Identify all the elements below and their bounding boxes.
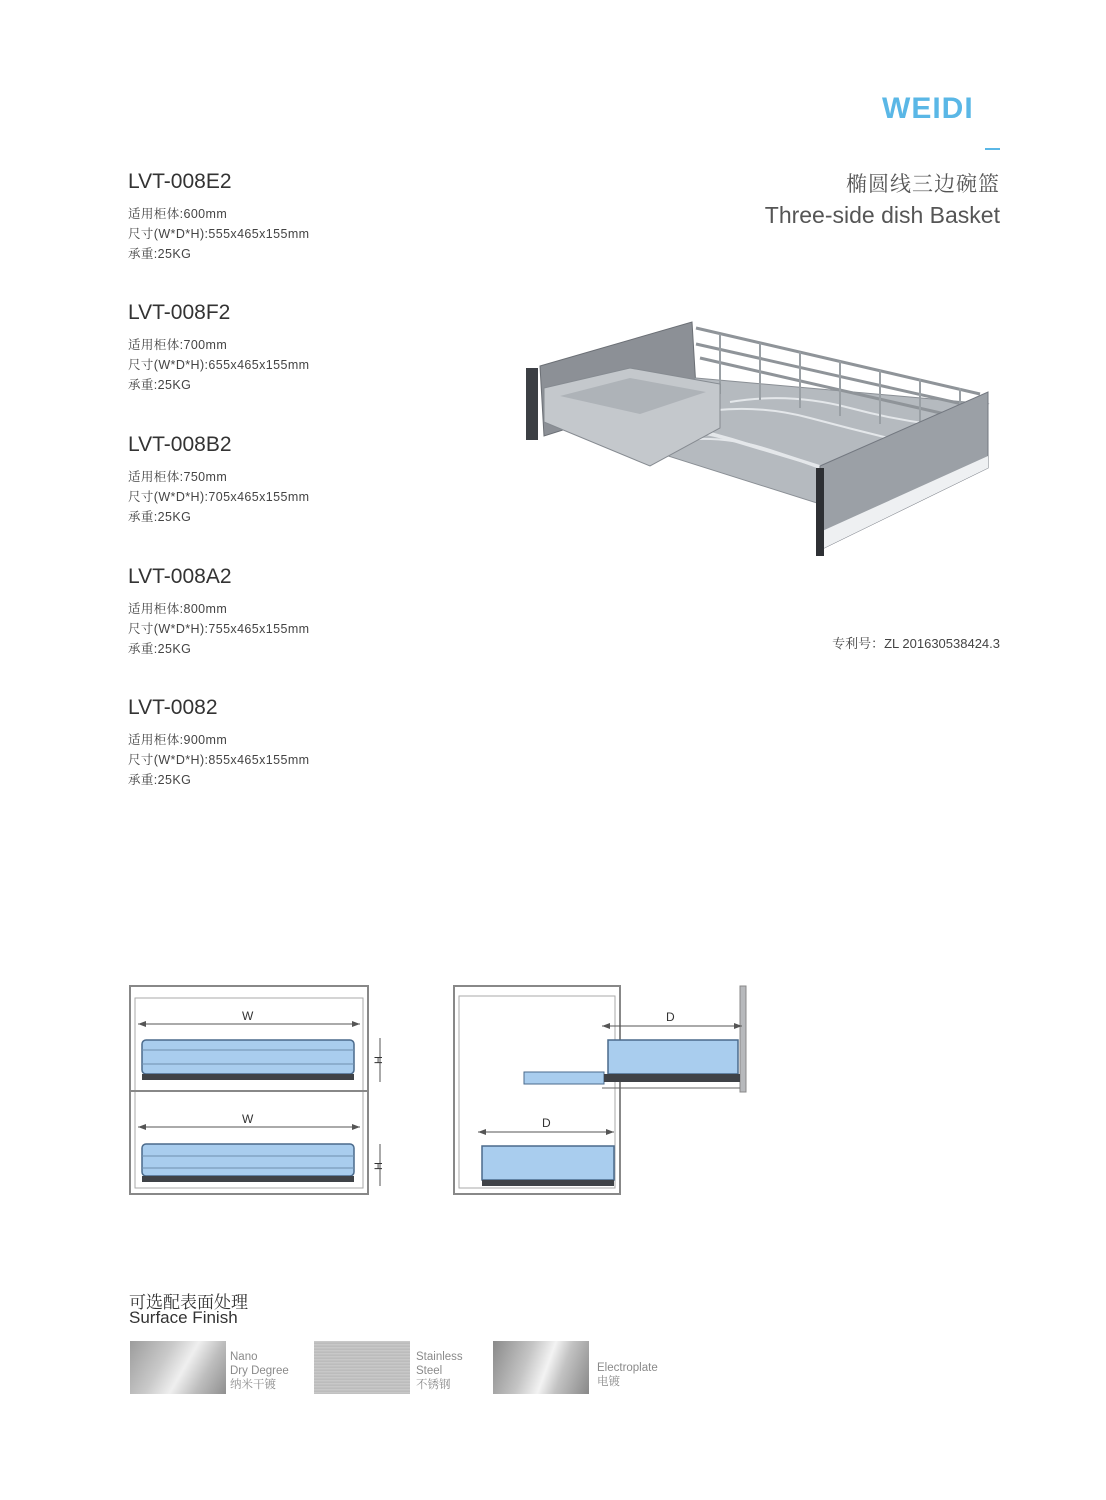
model-name: LVT-008F2: [128, 301, 231, 324]
swatch-electroplate: [493, 1341, 589, 1394]
model-load: 承重:25KG: [128, 510, 192, 524]
depth-label: D: [666, 1010, 675, 1024]
swatch-label-line: Dry Degree: [230, 1365, 289, 1377]
front-view-diagram: [128, 984, 390, 1198]
model-cabinet: 适用柜体:750mm: [128, 470, 228, 484]
finish-title-cn: 可选配表面处理: [129, 1293, 248, 1312]
swatch-label-line: Electroplate: [597, 1362, 658, 1374]
model-size: 尺寸(W*D*H):705x465x155mm: [128, 490, 310, 504]
swatch-stainless-steel: [314, 1341, 410, 1394]
swatch-label-line: Steel: [416, 1365, 443, 1377]
model-name: LVT-008E2: [128, 170, 232, 193]
weidi-logo: [880, 88, 1000, 128]
finish-title-en: Surface Finish: [129, 1308, 238, 1327]
model-name: LVT-0082: [128, 696, 218, 719]
product-title-en: Three-side dish Basket: [764, 202, 1000, 228]
swatch-label-steel: [416, 1350, 463, 1392]
model-cabinet: 适用柜体:900mm: [128, 733, 228, 747]
model-name: LVT-008B2: [128, 433, 232, 456]
swatch-label-line: 电镀: [597, 1376, 620, 1388]
model-block: [128, 301, 468, 395]
basket-product-image: [520, 318, 992, 560]
model-block: [128, 433, 468, 527]
side-view-diagram: [452, 984, 750, 1198]
model-load: 承重:25KG: [128, 773, 192, 787]
swatch-nano-dry: [130, 1341, 226, 1394]
model-block: [128, 696, 468, 790]
model-cabinet: 适用柜体:800mm: [128, 602, 228, 616]
model-size: 尺寸(W*D*H):855x465x155mm: [128, 753, 310, 767]
model-block: [128, 565, 468, 659]
swatch-label-line: 纳米干镀: [230, 1379, 276, 1391]
model-load: 承重:25KG: [128, 642, 192, 656]
model-size: 尺寸(W*D*H):555x465x155mm: [128, 227, 310, 241]
swatch-label-line: 不锈钢: [416, 1379, 451, 1391]
width-label: W: [242, 1112, 254, 1126]
model-block: [128, 170, 468, 264]
brand-accent-line: [985, 148, 1000, 150]
brand-text: WEIDI: [882, 92, 974, 125]
model-size: 尺寸(W*D*H):755x465x155mm: [128, 622, 310, 636]
swatch-label-line: Nano: [230, 1351, 258, 1363]
product-title-cn: 椭圆线三边碗篮: [846, 173, 1000, 196]
swatch-label-electroplate: [597, 1361, 658, 1389]
model-cabinet: 适用柜体:700mm: [128, 338, 228, 352]
height-label: H: [373, 1162, 385, 1170]
swatch-label-nano: [230, 1350, 289, 1392]
model-name: LVT-008A2: [128, 565, 232, 588]
swatch-label-line: Stainless: [416, 1351, 463, 1363]
model-load: 承重:25KG: [128, 378, 192, 392]
patent-number: 专利号：ZL 201630538424.3: [832, 636, 1000, 651]
depth-label: D: [542, 1116, 551, 1130]
model-size: 尺寸(W*D*H):655x465x155mm: [128, 358, 310, 372]
width-label: W: [242, 1009, 254, 1023]
model-cabinet: 适用柜体:600mm: [128, 207, 228, 221]
model-load: 承重:25KG: [128, 247, 192, 261]
height-label: H: [373, 1056, 385, 1064]
